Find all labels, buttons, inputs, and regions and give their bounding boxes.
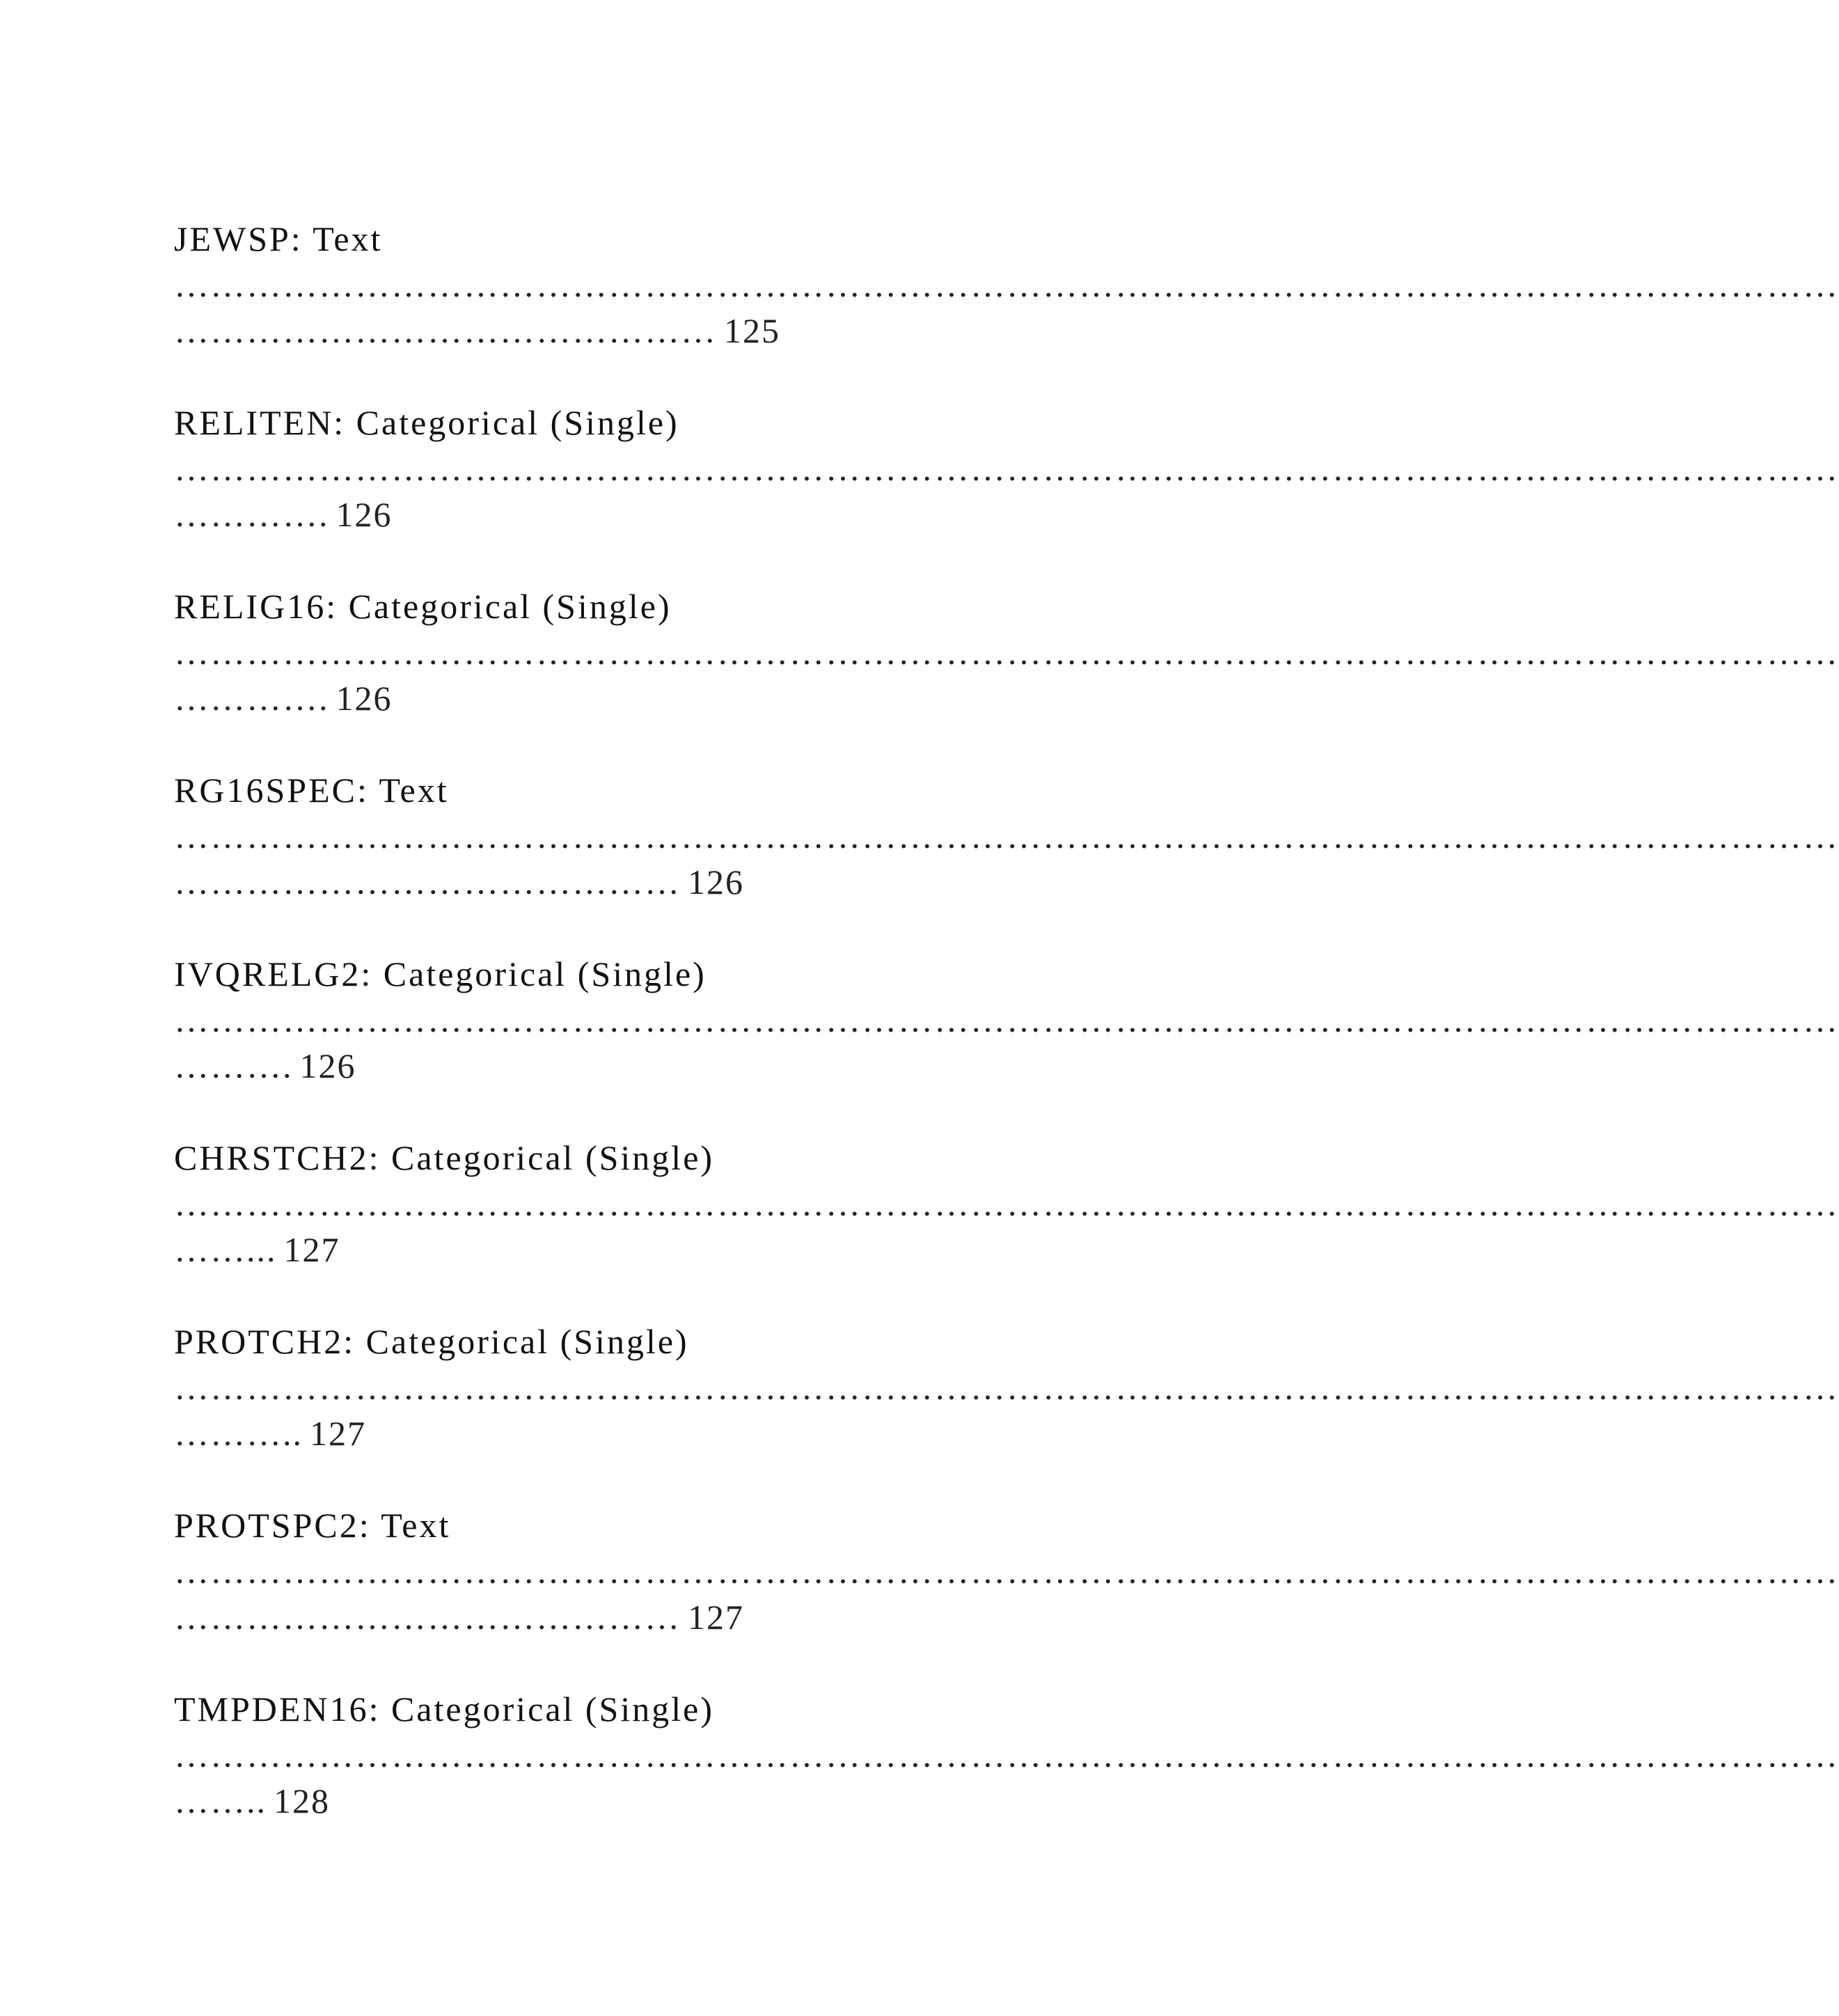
toc-dot-leader: ………………………………………………………………………………………………………………………… [174,633,1839,672]
toc-dot-leader: ………. [174,1046,293,1085]
toc-dot-leader: …………. [174,495,329,534]
toc-entry[interactable] [174,583,1839,767]
toc-entry-label: CHRSTCH2: Categorical (Single) [174,1138,715,1177]
toc-entry[interactable] [174,400,1839,583]
toc-entry-label: JEWSP: Text [174,219,383,258]
toc-dot-leader: ………………………………………………………………………………………………………………………… [174,265,1839,304]
toc-dot-leader: …………. [174,679,329,718]
toc-page-ref-line [174,859,1260,905]
toc-page-number: 126 [688,863,744,901]
toc-dot-leader: ………………………………………………………………………………………………………………………… [174,1735,1839,1774]
table-of-contents [174,216,1839,1870]
toc-dot-leader: ………………………………………………………………………………………………………………………… [174,1184,1839,1223]
toc-page-number: 126 [336,679,393,718]
toc-dot-leader: ……….. [174,1414,303,1453]
toc-page-ref-line [174,491,1260,537]
toc-dot-leader: …………………………………… [174,863,681,901]
toc-page-number: 125 [724,311,780,350]
toc-page-ref-line [174,1594,1260,1640]
toc-page-number: 126 [299,1046,356,1085]
toc-dot-leader: ………………………………………………………………………………………………………………………… [174,1368,1839,1407]
toc-page-number: 126 [336,495,393,534]
toc-entry-label: PROTSPC2: Text [174,1506,451,1545]
toc-page-ref-line [174,308,1260,354]
toc-page-number: 127 [283,1230,340,1269]
toc-page-ref-line [174,1043,1260,1089]
toc-entry-label: RELITEN: Categorical (Single) [174,403,679,442]
toc-entry[interactable] [174,1502,1839,1686]
toc-entry-label: PROTCH2: Categorical (Single) [174,1322,689,1361]
toc-page-number: 127 [310,1414,366,1453]
toc-page-ref-line [174,675,1260,721]
toc-entry[interactable] [174,1135,1839,1318]
toc-dot-leader: ………………………………………………………………………………………………………………………… [174,1000,1839,1039]
toc-dot-leader: ………………………………………………………………………………………………………………………… [174,817,1839,856]
toc-page-ref-line [174,1227,1260,1273]
toc-dot-leader: …….. [174,1781,267,1820]
toc-entry-label: RG16SPEC: Text [174,771,449,810]
toc-page-number: 127 [688,1598,744,1637]
toc-dot-leader: ………………………………………………………………………………………………………………………… [174,1552,1839,1591]
toc-entry[interactable] [174,1686,1839,1870]
toc-page-ref-line [174,1410,1260,1456]
toc-page-number: 128 [274,1781,330,1820]
toc-entry-label: RELIG16: Categorical (Single) [174,587,672,626]
toc-page-ref-line [174,1778,1260,1824]
toc-entry-label: IVQRELG2: Categorical (Single) [174,954,707,993]
toc-entry-label: TMPDEN16: Categorical (Single) [174,1690,714,1728]
toc-dot-leader: ………………………………………………………………………………………………………………………… [174,449,1839,488]
toc-entry[interactable] [174,767,1839,951]
toc-entry[interactable] [174,1318,1839,1502]
toc-dot-leader: …………………………………… [174,1598,681,1637]
toc-entry[interactable] [174,951,1839,1135]
toc-dot-leader: ……... [174,1230,277,1269]
toc-dot-leader: ……………………………………… [174,311,717,350]
toc-entry[interactable] [174,216,1839,400]
